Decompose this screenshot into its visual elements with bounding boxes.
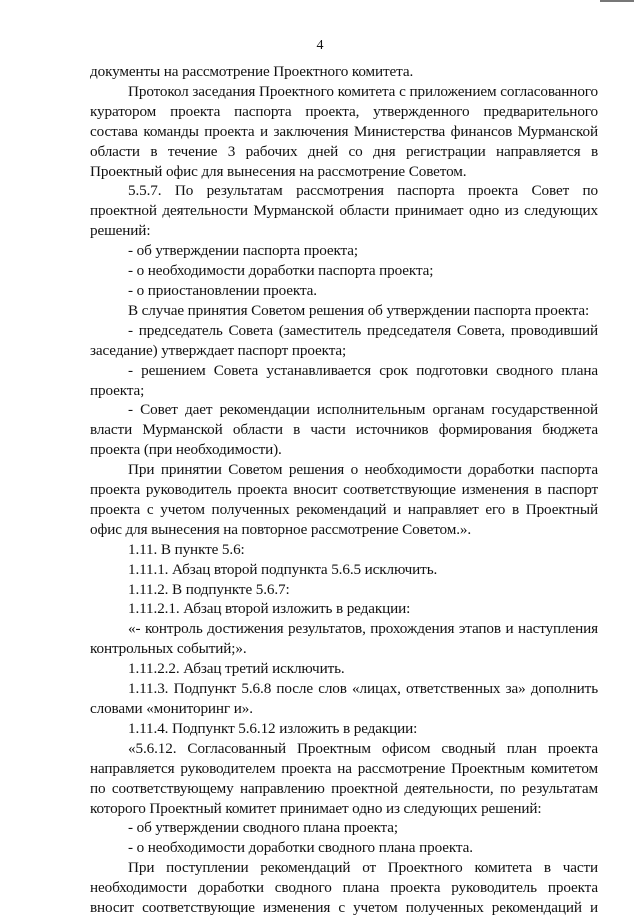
paragraph-1-11-3: 1.11.3. Подпункт 5.6.8 после слов «лицах, ответственных за» дополнить словами «мониторинг и». — [90, 680, 598, 717]
paragraph-documents-submission: документы на рассмотрение Проектного комитета. — [90, 63, 414, 80]
quote-control-results: «- контроль достижения результатов, прохождения этапов и наступления контрольных событий;». — [90, 620, 598, 658]
paragraph-1-11: 1.11. В пункте 5.6: — [128, 540, 245, 558]
paragraph-approval-case: В случае принятия Советом решения об утверждении паспорта проекта: — [128, 301, 590, 319]
paragraph-1-11-2: 1.11.2. В подпункте 5.6.7: — [128, 580, 290, 598]
paragraph-5-5-7: 5.5.7. По результатам рассмотрения паспорта проекта Совет по проектной деятельности Мурманской области принимает одно из следующих решений: — [90, 182, 598, 240]
list-item-suspend-project: - о приостановлении проекта. — [128, 281, 317, 299]
list-item-deadline-set: - решением Совета устанавливается срок подготовки сводного плана проекта; — [90, 361, 598, 399]
paragraph-revision-decision: При принятии Советом решения о необходимости доработки паспорта проекта руководитель проекта вносит соответствующие изменения в паспорт проекта с учетом полученных рекомендаций и направляет его в Проектный офис для вынесения на повторное рассмотрение Советом.». — [90, 461, 598, 538]
paragraph-1-11-2-2: 1.11.2.2. Абзац третий исключить. — [128, 660, 345, 678]
quote-5-6-12: «5.6.12. Согласованный Проектным офисом сводный план проекта направляется руководителем проекта на рассмотрение Проектным комитетом по соответствующему направлению проектной деятельности, по результатам которого Проектный комитет принимает одно из следующих решений: — [90, 739, 598, 817]
scan-corner-mark — [600, 0, 634, 2]
paragraph-1-11-4: 1.11.4. Подпункт 5.6.12 изложить в редакции: — [128, 719, 418, 737]
paragraph-1-11-2-1: 1.11.2.1. Абзац второй изложить в редакции: — [128, 600, 411, 618]
paragraph-recommendations-received: При поступлении рекомендаций от Проектного комитета в части необходимости доработки сводного плана проекта руководитель проекта вносит соответствующие изменения с учетом полученных рекомендаций и — [90, 859, 598, 917]
list-item-approve-passport: - об утверждении паспорта проекта; — [128, 242, 358, 260]
paragraph-protocol: Протокол заседания Проектного комитета с приложением согласованного куратором проекта паспорта проекта, утвержденного предварительного состава команды проекта и заключения Министерства финансов Мурманской области в течение 3 рабочих дней со дня регистрации направляется в Проектный офис для вынесения на рассмотрение Советом. — [90, 82, 598, 180]
list-item-approve-plan: - об утверждении сводного плана проекта; — [128, 819, 398, 837]
list-item-revise-plan: - о необходимости доработки сводного плана проекта. — [128, 839, 473, 857]
page-number: 4 — [316, 38, 324, 53]
paragraph-1-11-1: 1.11.1. Абзац второй подпункта 5.6.5 исключить. — [128, 560, 438, 578]
document-body — [90, 62, 598, 918]
list-item-revise-passport: - о необходимости доработки паспорта проекта; — [128, 262, 434, 280]
list-item-chairman-approves: - председатель Совета (заместитель председателя Совета, проводивший заседание) утверждает паспорт проекта; — [90, 321, 598, 359]
list-item-recommendations: - Совет дает рекомендации исполнительным органам государственной власти Мурманской области в части источников формирования бюджета проекта (при необходимости). — [90, 401, 598, 459]
